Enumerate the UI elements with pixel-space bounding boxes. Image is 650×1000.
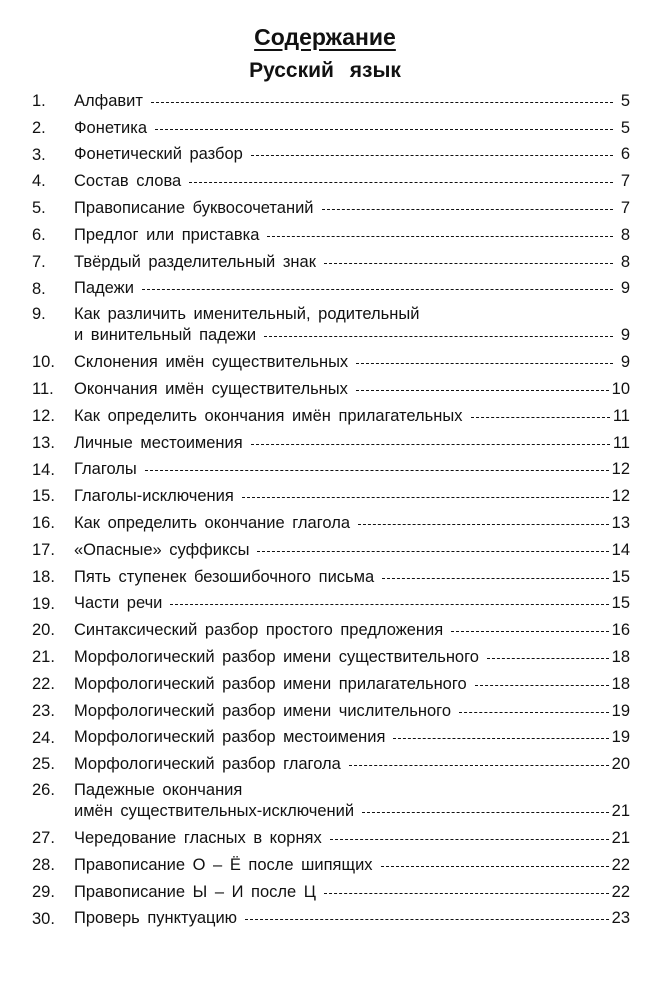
entry-row	[74, 115, 630, 142]
entry-title: Правописание О – Ё после шипящих	[74, 855, 373, 874]
toc-entry	[32, 88, 630, 115]
dotted-leader	[475, 685, 609, 686]
entry-body	[74, 249, 630, 276]
entry-row	[74, 222, 630, 249]
entry-number: 22.	[32, 674, 55, 693]
dotted-leader	[487, 658, 609, 659]
entry-body	[74, 403, 630, 430]
entry-number: 20.	[32, 621, 55, 640]
entry-page-number: 19	[611, 701, 630, 720]
entry-body	[74, 430, 630, 457]
dotted-leader	[145, 470, 609, 471]
toc-entry	[32, 457, 630, 484]
entry-title: Морфологический разбор имени прилагательного	[74, 674, 467, 693]
entry-page-number: 15	[611, 567, 630, 586]
entry-page-number: 18	[611, 648, 630, 667]
entry-page-number: 22	[611, 882, 630, 901]
toc-entry	[32, 168, 630, 195]
entry-body	[74, 195, 630, 222]
toc-entry	[32, 852, 630, 879]
entry-title: имён существительных-исключений	[74, 802, 355, 821]
entry-number: 15.	[32, 487, 55, 506]
entry-title: Алфавит	[74, 91, 143, 110]
entry-number: 29.	[32, 882, 55, 901]
entry-row	[74, 249, 630, 276]
dotted-leader	[267, 236, 613, 237]
entry-page-number: 19	[611, 728, 630, 747]
entry-body	[74, 376, 630, 403]
entry-page-number: 7	[620, 172, 630, 191]
entry-row	[74, 88, 630, 115]
entry-page-number: 5	[620, 118, 630, 137]
toc-entry	[32, 349, 630, 376]
entry-number: 23.	[32, 701, 55, 720]
toc-entry	[32, 617, 630, 644]
entry-title: Морфологический разбор глагола	[74, 755, 341, 774]
dotted-leader	[245, 919, 609, 920]
entry-number: 8.	[32, 279, 46, 298]
entry-body	[74, 671, 630, 698]
entry-number: 6.	[32, 225, 46, 244]
entry-row	[74, 376, 630, 403]
entry-title: Морфологический разбор местоимения	[74, 728, 386, 747]
entry-title-line1: Падежные окончания	[74, 781, 243, 800]
entry-page-number: 21	[611, 829, 630, 848]
toc-entry	[32, 195, 630, 222]
entry-body	[74, 725, 630, 752]
dotted-leader	[324, 893, 609, 894]
entry-body	[74, 698, 630, 725]
entry-page-number: 13	[611, 514, 630, 533]
toc-entry	[32, 510, 630, 537]
entry-row	[74, 798, 630, 825]
entry-number: 9.	[32, 305, 46, 324]
entry-number: 10.	[32, 353, 55, 372]
dotted-leader	[242, 497, 609, 498]
dotted-leader	[330, 839, 609, 840]
dotted-leader	[393, 738, 608, 739]
entry-page-number: 14	[611, 540, 630, 559]
entry-title: Склонения имён существительных	[74, 353, 349, 372]
entry-row	[74, 142, 630, 169]
entry-body	[74, 644, 630, 671]
toc-entry	[32, 302, 630, 349]
entry-body	[74, 751, 630, 778]
entry-number: 21.	[32, 648, 55, 667]
dotted-leader	[264, 336, 613, 337]
entry-page-number: 12	[611, 460, 630, 479]
entry-page-number: 9	[620, 326, 630, 345]
entry-title: и винительный падежи	[74, 326, 257, 345]
entry-title: Правописание Ы – И после Ц	[74, 882, 316, 901]
entry-page-number: 21	[611, 802, 630, 821]
toc-entry	[32, 906, 630, 933]
entry-title: Проверь пунктуацию	[74, 909, 238, 928]
dotted-leader	[382, 578, 608, 579]
entry-number: 26.	[32, 781, 55, 800]
entry-body	[74, 564, 630, 591]
entry-body	[74, 879, 630, 906]
entry-body	[74, 168, 630, 195]
entry-number: 14.	[32, 460, 55, 479]
toc-entry	[32, 644, 630, 671]
toc-entry	[32, 483, 630, 510]
entry-page-number: 15	[611, 594, 630, 613]
entry-body	[74, 906, 630, 933]
dotted-leader	[155, 129, 613, 130]
entry-page-number: 9	[620, 353, 630, 372]
entry-number: 19.	[32, 594, 55, 613]
entry-row	[74, 276, 630, 303]
entry-number: 27.	[32, 829, 55, 848]
toc-entry	[32, 778, 630, 825]
entry-row	[74, 825, 630, 852]
dotted-leader	[142, 289, 613, 290]
entry-body	[74, 88, 630, 115]
entry-body	[74, 825, 630, 852]
entry-page-number: 7	[620, 199, 630, 218]
entry-body	[74, 510, 630, 537]
entry-row	[74, 617, 630, 644]
entry-page-number: 20	[611, 755, 630, 774]
dotted-leader	[251, 155, 613, 156]
entry-row	[74, 403, 630, 430]
entry-title: Окончания имён существительных	[74, 380, 348, 399]
dotted-leader	[349, 765, 609, 766]
dotted-leader	[170, 604, 608, 605]
entry-title: Синтаксический разбор простого предложения	[74, 621, 444, 640]
entry-body	[74, 276, 630, 303]
entry-page-number: 5	[620, 91, 630, 110]
dotted-leader	[381, 866, 609, 867]
entry-title: Морфологический разбор имени существительного	[74, 648, 479, 667]
entry-number: 24.	[32, 728, 55, 747]
entry-body	[74, 115, 630, 142]
entry-body	[74, 457, 630, 484]
entry-title: Пять ступенек безошибочного письма	[74, 567, 375, 586]
entry-title: Глаголы	[74, 460, 137, 479]
entry-number: 1.	[32, 92, 46, 110]
toc-entry	[32, 751, 630, 778]
entry-number: 25.	[32, 755, 55, 774]
entry-page-number: 8	[620, 225, 630, 244]
entry-number: 3.	[32, 145, 46, 164]
entry-row	[74, 564, 630, 591]
toc-entry	[32, 825, 630, 852]
toc-entry	[32, 403, 630, 430]
entry-number: 16.	[32, 514, 55, 533]
toc-entry	[32, 537, 630, 564]
entry-row	[74, 537, 630, 564]
entry-number: 17.	[32, 540, 55, 559]
entry-row	[74, 349, 630, 376]
entry-row	[74, 430, 630, 457]
entry-row	[74, 879, 630, 906]
entry-row	[74, 591, 630, 618]
entry-number: 12.	[32, 406, 55, 425]
entry-row	[74, 906, 630, 933]
entry-title: Морфологический разбор имени числительного	[74, 701, 451, 720]
entry-page-number: 22	[611, 855, 630, 874]
entry-title: Чередование гласных в корнях	[74, 829, 322, 848]
entry-row	[74, 852, 630, 879]
entry-page-number: 8	[620, 252, 630, 271]
entry-row	[74, 483, 630, 510]
entry-row	[74, 195, 630, 222]
entry-title: Предлог или приставка	[74, 225, 260, 244]
entry-title: Фонетический разбор	[74, 145, 243, 164]
toc-entry	[32, 430, 630, 457]
entry-number: 18.	[32, 567, 55, 586]
entry-body	[74, 591, 630, 618]
dotted-leader	[358, 524, 609, 525]
entry-title: Правописание буквосочетаний	[74, 199, 314, 218]
page-title: Содержание	[254, 24, 396, 50]
toc-entry	[32, 725, 630, 752]
entry-row	[74, 323, 630, 350]
entry-number: 30.	[32, 909, 55, 928]
entry-number: 11.	[32, 380, 54, 399]
entry-body	[74, 222, 630, 249]
entry-title-line1: Как различить именительный, родительный	[74, 305, 420, 324]
toc-entry	[32, 142, 630, 169]
entry-body	[74, 302, 630, 349]
entry-number: 5.	[32, 199, 46, 218]
entry-row	[74, 751, 630, 778]
entry-page-number: 6	[620, 145, 630, 164]
entry-row	[74, 725, 630, 752]
section-title: Русский язык	[249, 59, 401, 82]
entry-title: Как определить окончания имён прилагательных	[74, 406, 463, 425]
dotted-leader	[459, 712, 609, 713]
entry-page-number: 12	[611, 487, 630, 506]
entry-page-number: 18	[611, 674, 630, 693]
toc-entry	[32, 591, 630, 618]
toc-entry	[32, 671, 630, 698]
entry-body	[74, 617, 630, 644]
dotted-leader	[257, 551, 608, 552]
dotted-leader	[322, 209, 613, 210]
entry-row	[74, 671, 630, 698]
entry-number: 13.	[32, 433, 55, 452]
dotted-leader	[251, 444, 610, 445]
entry-title: «Опасные» суффиксы	[74, 540, 250, 559]
dotted-leader	[189, 182, 613, 183]
entry-title: Состав слова	[74, 172, 182, 191]
toc-entry	[32, 115, 630, 142]
entry-title: Части речи	[74, 594, 163, 613]
dotted-leader	[356, 363, 613, 364]
toc-entry	[32, 879, 630, 906]
entry-body	[74, 483, 630, 510]
entry-page-number: 23	[611, 909, 630, 928]
entry-row	[74, 644, 630, 671]
entry-title: Фонетика	[74, 118, 147, 137]
entry-title: Личные местоимения	[74, 433, 243, 452]
entry-row	[74, 168, 630, 195]
entry-page-number: 10	[611, 380, 630, 399]
entry-title: Глаголы-исключения	[74, 487, 234, 506]
entry-number: 28.	[32, 855, 55, 874]
dotted-leader	[324, 263, 613, 264]
toc-entry	[32, 249, 630, 276]
entry-body	[74, 349, 630, 376]
entry-page-number: 11	[612, 433, 630, 452]
entry-title: Падежи	[74, 279, 134, 298]
dotted-leader	[356, 390, 609, 391]
entry-body	[74, 142, 630, 169]
entry-page-number: 11	[612, 406, 630, 425]
entry-row	[74, 510, 630, 537]
entry-number: 2.	[32, 118, 46, 137]
entry-body	[74, 778, 630, 825]
toc-entry	[32, 276, 630, 303]
toc-entry	[32, 222, 630, 249]
entry-page-number: 9	[620, 279, 630, 298]
entry-title: Как определить окончание глагола	[74, 514, 350, 533]
toc-entry	[32, 564, 630, 591]
entry-row	[74, 698, 630, 725]
entry-number: 4.	[32, 172, 46, 191]
dotted-leader	[362, 812, 609, 813]
dotted-leader	[471, 417, 610, 418]
dotted-leader	[451, 631, 608, 632]
toc-list	[32, 88, 630, 932]
entry-title: Твёрдый разделительный знак	[74, 252, 316, 271]
dotted-leader	[151, 102, 613, 103]
entry-number: 7.	[32, 252, 46, 271]
entry-row	[74, 457, 630, 484]
entry-body	[74, 852, 630, 879]
toc-entry	[32, 698, 630, 725]
toc-entry	[32, 376, 630, 403]
entry-body	[74, 537, 630, 564]
entry-page-number: 16	[611, 621, 630, 640]
